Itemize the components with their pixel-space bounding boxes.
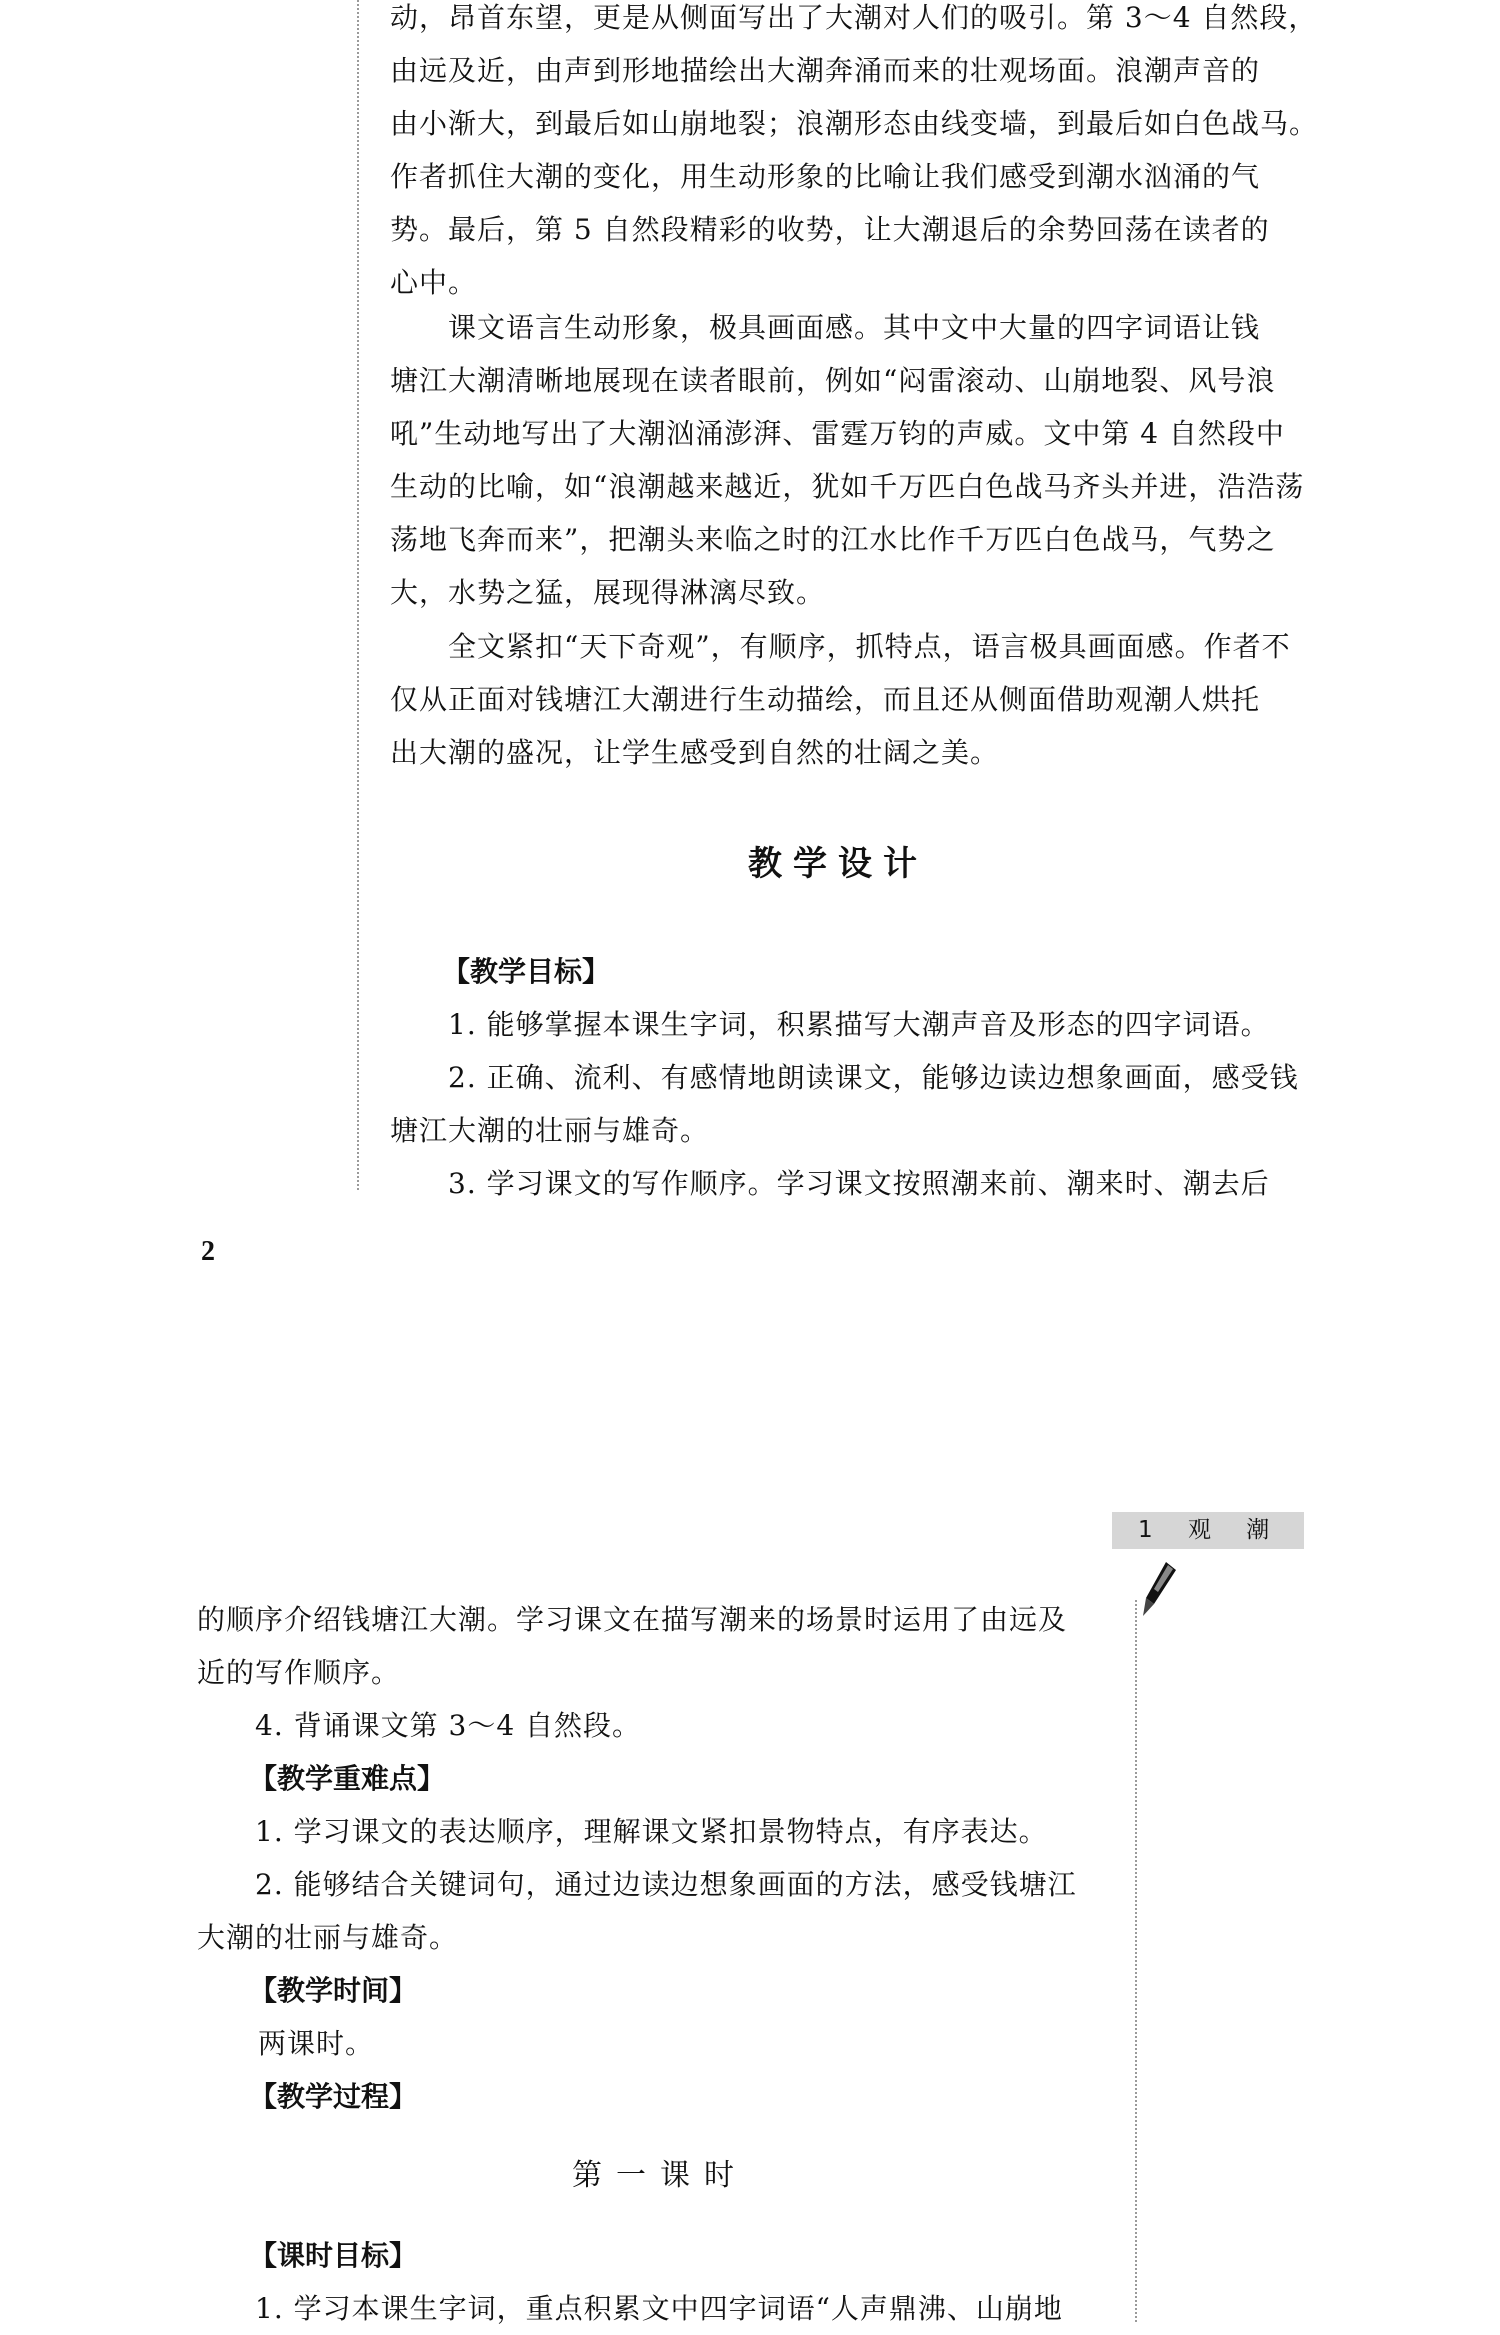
- lesson-goal-1: 1. 学习本课生字词，重点积累文中四字词语“人声鼎沸、山崩地: [255, 2292, 1063, 2325]
- goal-2: [390, 1051, 1299, 1157]
- paragraph-intro: [390, 0, 1318, 309]
- goal-1: [448, 998, 1270, 1051]
- text-line: 近的写作顺序。: [197, 1656, 401, 1689]
- text-line: 出大潮的盛况，让学生感受到自然的壮阔之美。: [390, 736, 1000, 769]
- goal-3-end: [197, 1593, 1067, 1699]
- margin-dotted-rule: [1135, 1600, 1137, 2322]
- key-point-1: 1. 学习课文的表达顺序，理解课文紧扣景物特点，有序表达。: [255, 1815, 1048, 1848]
- text-line: 吼”生动地写出了大潮汹涌澎湃、雷霆万钧的声威。文中第 4 自然段中: [390, 417, 1285, 450]
- page-number: 2: [201, 1236, 215, 1267]
- pen-icon: [1138, 1560, 1178, 1620]
- text-line: 的顺序介绍钱塘江大潮。学习课文在描写潮来的场景时运用了由远及: [197, 1603, 1068, 1636]
- goal-4: 4. 背诵课文第 3～4 自然段。: [255, 1709, 642, 1742]
- teaching-goals-label: 【教学目标】: [442, 955, 611, 988]
- running-header: 1 观 潮: [1112, 1512, 1304, 1549]
- text-line: 塘江大潮清晰地展现在读者眼前，例如“闷雷滚动、山崩地裂、风号浪: [390, 364, 1276, 397]
- text-line: 仅从正面对钱塘江大潮进行生动描绘，而且还从侧面借助观潮人烘托: [390, 683, 1261, 716]
- text-line: 塘江大潮的壮丽与雄奇。: [390, 1114, 710, 1147]
- text-line: 荡地飞奔而来”，把潮头来临之时的江水比作千万匹白色战马，气势之: [390, 523, 1276, 556]
- lesson-title: 第一课时: [572, 2158, 748, 2193]
- teaching-time-label: 【教学时间】: [249, 1974, 418, 2007]
- text-line: 2. 正确、流利、有感情地朗读课文，能够边读边想象画面，感受钱: [448, 1061, 1299, 1094]
- paragraph-summary: [390, 620, 1291, 779]
- teaching-process-label: 【教学过程】: [249, 2080, 418, 2113]
- goal-3-start: 3. 学习课文的写作顺序。学习课文按照潮来前、潮来时、潮去后: [448, 1167, 1270, 1200]
- teaching-time-value: 两课时。: [258, 2027, 375, 2060]
- section-title: 教学设计: [748, 844, 928, 884]
- text-line: 大，水势之猛，展现得淋漓尽致。: [390, 576, 826, 609]
- text-line: 心中。: [390, 266, 478, 299]
- text-line: 课文语言生动形象，极具画面感。其中文中大量的四字词语让钱: [448, 311, 1261, 344]
- text-line: 作者抓住大潮的变化，用生动形象的比喻让我们感受到潮水汹涌的气: [390, 160, 1261, 193]
- lesson-goals-label: 【课时目标】: [249, 2239, 418, 2272]
- text-line: 大潮的壮丽与雄奇。: [197, 1921, 459, 1954]
- text-line: 1. 能够掌握本课生字词，积累描写大潮声音及形态的四字词语。: [448, 1008, 1270, 1041]
- text-line: 全文紧扣“天下奇观”，有顺序，抓特点，语言极具画面感。作者不: [448, 630, 1291, 663]
- paragraph-language: [390, 301, 1304, 619]
- key-points-label: 【教学重难点】: [249, 1762, 446, 1795]
- text-line: 由小渐大，到最后如山崩地裂；浪潮形态由线变墙，到最后如白色战马。: [390, 107, 1319, 140]
- text-line: 势。最后，第 5 自然段精彩的收势，让大潮退后的余势回荡在读者的: [390, 213, 1270, 246]
- text-line: 由远及近，由声到形地描绘出大潮奔涌而来的壮观场面。浪潮声音的: [390, 54, 1261, 87]
- text-line: 2. 能够结合关键词句，通过边读边想象画面的方法，感受钱塘江: [255, 1868, 1077, 1901]
- text-line: 动，昂首东望，更是从侧面写出了大潮对人们的吸引。第 3～4 自然段，: [390, 1, 1318, 34]
- text-line: 生动的比喻，如“浪潮越来越近，犹如千万匹白色战马齐头并进，浩浩荡: [390, 470, 1305, 503]
- margin-dotted-rule: [357, 0, 359, 1190]
- key-point-2: [197, 1858, 1077, 1964]
